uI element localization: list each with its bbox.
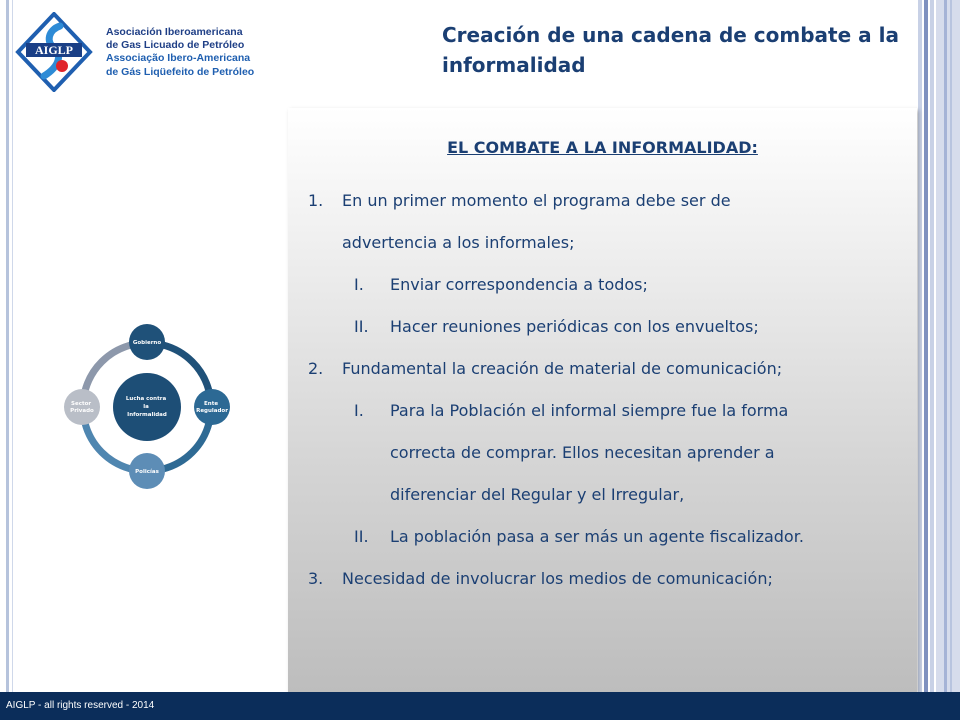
copyright-text: AIGLP - all rights reserved - 2014 xyxy=(6,700,155,711)
logo-badge-text: AIGLP xyxy=(34,43,74,57)
center-label-line3: Informalidad xyxy=(127,412,167,418)
item-number: I. xyxy=(354,275,364,294)
list-item xyxy=(308,264,898,306)
item-text: Hacer reuniones periódicas con los envueltos; xyxy=(390,317,759,336)
left-border-line-thin xyxy=(12,0,13,692)
center-label-line2: la xyxy=(143,404,149,410)
item-text: Necesidad de involucrar los medios de comunicación; xyxy=(342,569,773,588)
item-number: 1. xyxy=(308,191,324,210)
aiglp-logo xyxy=(14,12,256,92)
list-item xyxy=(308,558,898,600)
list-item xyxy=(308,348,898,390)
left-border-line xyxy=(6,0,9,692)
bullet-list xyxy=(308,180,898,600)
node-label-gobierno: Gobierno xyxy=(132,340,162,346)
logo-line-2: de Gas Licuado de Petróleo xyxy=(106,38,245,51)
logo-line-3: Associação Ibero-Americana xyxy=(106,52,251,64)
node-label-sector: Sector xyxy=(71,401,92,407)
list-item xyxy=(308,390,898,432)
item-number: 2. xyxy=(308,359,324,378)
list-item xyxy=(308,180,898,222)
aiglp-emblem-icon xyxy=(14,12,94,92)
content-panel xyxy=(288,108,917,692)
logo-line-4: de Gás Liqüefeito de Petróleo xyxy=(106,65,255,78)
list-item xyxy=(308,306,898,348)
node-label-privado: Privado xyxy=(70,408,94,414)
node-label-ente: Ente xyxy=(204,401,219,407)
list-item xyxy=(308,222,898,264)
item-text: diferenciar del Regular y el Irregular, xyxy=(390,485,685,504)
item-number: II. xyxy=(354,527,369,546)
item-text: En un primer momento el programa debe ser de xyxy=(342,191,731,210)
item-number: I. xyxy=(354,401,364,420)
panel-heading: EL COMBATE A LA INFORMALIDAD: xyxy=(447,138,758,157)
diagram-node-ente-regulador xyxy=(194,389,230,425)
item-text: Para la Población el informal siempre fue la forma xyxy=(390,401,789,420)
item-text: Fundamental la creación de material de comunicación; xyxy=(342,359,783,378)
item-number: II. xyxy=(354,317,369,336)
item-text: Enviar correspondencia a todos; xyxy=(390,275,648,294)
slide-title: Creación de una cadena de combate a la informalidad xyxy=(442,23,899,77)
center-label-line1: Lucha contra xyxy=(125,396,167,402)
list-item xyxy=(308,516,898,558)
footer-bar xyxy=(0,692,960,720)
diagram-node-sector-privado xyxy=(64,389,100,425)
logo-text-block xyxy=(106,26,254,78)
node-label-regulador: Regulador xyxy=(196,408,228,414)
item-text: advertencia a los informales; xyxy=(342,233,575,252)
svg-text:Sector Privado xyxy=(70,401,94,414)
item-text: La población pasa a ser más un agente fiscalizador. xyxy=(390,527,804,546)
logo-line-1: Asociación Iberoamericana xyxy=(106,26,243,38)
cycle-diagram xyxy=(52,318,242,494)
node-label-policias: Policías xyxy=(135,469,159,475)
list-item xyxy=(308,474,898,516)
item-text: correcta de comprar. Ellos necesitan aprender a xyxy=(390,443,775,462)
item-number: 3. xyxy=(308,569,324,588)
list-item xyxy=(308,432,898,474)
